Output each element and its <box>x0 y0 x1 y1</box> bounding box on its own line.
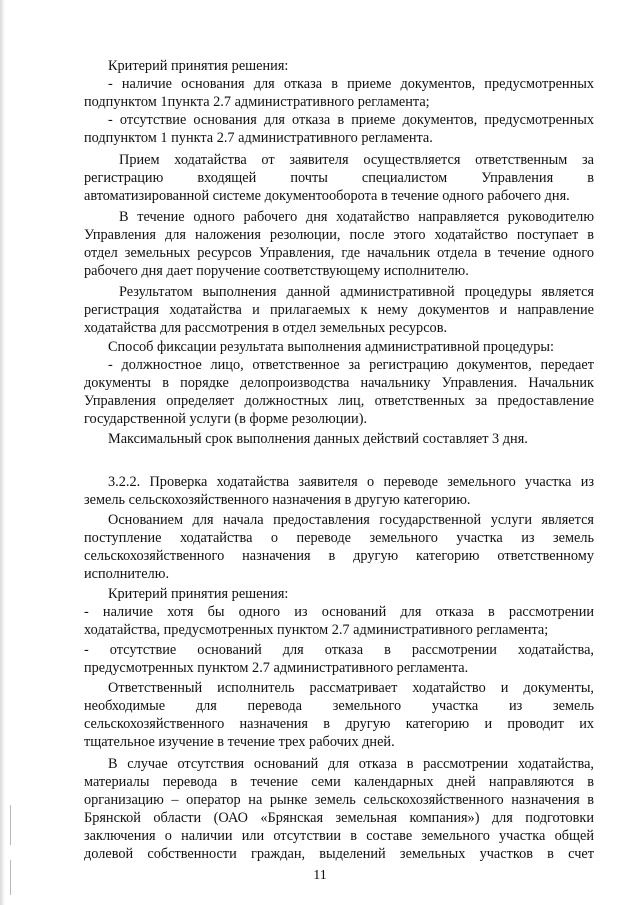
text-line: Управления для наложения резолюции, после этого ходатайство поступает в <box>84 227 594 243</box>
text-line: необходимые для перевода земельного участка из земель <box>84 698 594 714</box>
text-line: сельскохозяйственного назначения в другую категорию ответственному <box>84 548 594 564</box>
section-heading: 3.2.2. Проверка ходатайства заявителя о переводе земельного участка из <box>108 474 594 490</box>
text-line: Критерий принятия решения: <box>108 586 289 602</box>
text-line: Ответственный исполнитель рассматривает ходатайство и документы, <box>108 680 594 696</box>
text-line: автоматизированной системе документооборота в течение одного рабочего дня. <box>84 188 570 204</box>
scan-edge <box>0 0 5 905</box>
text-line: отдел земельных ресурсов Управления, где начальник отдела в течение одного <box>84 245 594 261</box>
text-line: - должностное лицо, ответственное за регистрацию документов, передает <box>108 357 594 373</box>
text-line: ходатайства, предусмотренных пунктом 2.7 административного регламента; <box>84 622 549 638</box>
text-line: материалы перевода в течение семи календарных дней направляются в <box>84 774 594 790</box>
scan-artifact-line <box>10 805 11 845</box>
text-line: организацию – оператор на рынке земель сельскохозяйственного назначения в <box>84 792 594 808</box>
text-line: документы в порядке делопроизводства начальнику Управления. Начальник <box>84 375 594 391</box>
text-line: ходатайства для рассмотрения в отдел земельных ресурсов. <box>84 320 448 336</box>
text-line: - наличие основания для отказа в приеме документов, предусмотренных <box>108 76 594 92</box>
text-line: сельскохозяйственного назначения в другую категорию и проводит их <box>84 716 594 732</box>
text-line: рабочего дня дает поручение соответствующему исполнителю. <box>84 263 469 279</box>
text-line: поступление ходатайства о переводе земельного участка из земель <box>84 530 594 546</box>
text-line: Управления определяет должностных лиц, ответственных за предоставление <box>84 393 594 409</box>
text-line: долевой собственности граждан, выделений земельных участков в счет <box>84 846 594 862</box>
text-line: Критерий принятия решения: <box>108 58 289 74</box>
text-line: Прием ходатайства от заявителя осуществляется ответственным за <box>119 152 594 168</box>
text-line: регистрацию входящей почты специалистом Управления в <box>84 170 594 186</box>
text-line: регистрация ходатайства и прилагаемых к нему документов и направление <box>84 302 594 318</box>
text-line: заключения о наличии или отсутствии в составе земельного участка общей <box>84 828 594 844</box>
text-line: Результатом выполнения данной административной процедуры является <box>119 284 594 300</box>
text-line: В течение одного рабочего дня ходатайство направляется руководителю <box>119 209 594 225</box>
section-heading: земель сельскохозяйственного назначения в другую категорию. <box>84 492 471 508</box>
text-line: подпунктом 1пункта 2.7 административного регламента; <box>84 94 430 110</box>
text-line: предусмотренных пунктом 2.7 административного регламента. <box>84 660 469 676</box>
text-line: тщательное изучение в течение трех рабочих дней. <box>84 734 395 750</box>
text-line: - отсутствие оснований для отказа в рассмотрении ходатайства, <box>84 642 594 658</box>
text-line: - отсутствие основания для отказа в приеме документов, предусмотренных <box>108 112 594 128</box>
text-line: В случае отсутствия оснований для отказа в рассмотрении ходатайства, <box>108 756 594 772</box>
text-line: подпунктом 1 пункта 2.7 административного регламента. <box>84 130 433 146</box>
text-line: Основанием для начала предоставления государственной услуги является <box>108 512 594 528</box>
text-line: исполнителю. <box>84 566 170 582</box>
text-line: Брянской области (ОАО «Брянская земельная компания») для подготовки <box>84 810 594 826</box>
text-line: Способ фиксации результата выполнения административной процедуры: <box>108 339 554 355</box>
text-line: Максимальный срок выполнения данных действий составляет 3 дня. <box>108 431 528 447</box>
text-line: - наличие хотя бы одного из оснований для отказа в рассмотрении <box>84 604 594 620</box>
text-line: государственной услуги (в форме резолюции). <box>84 411 368 427</box>
page-number: 11 <box>313 868 327 883</box>
